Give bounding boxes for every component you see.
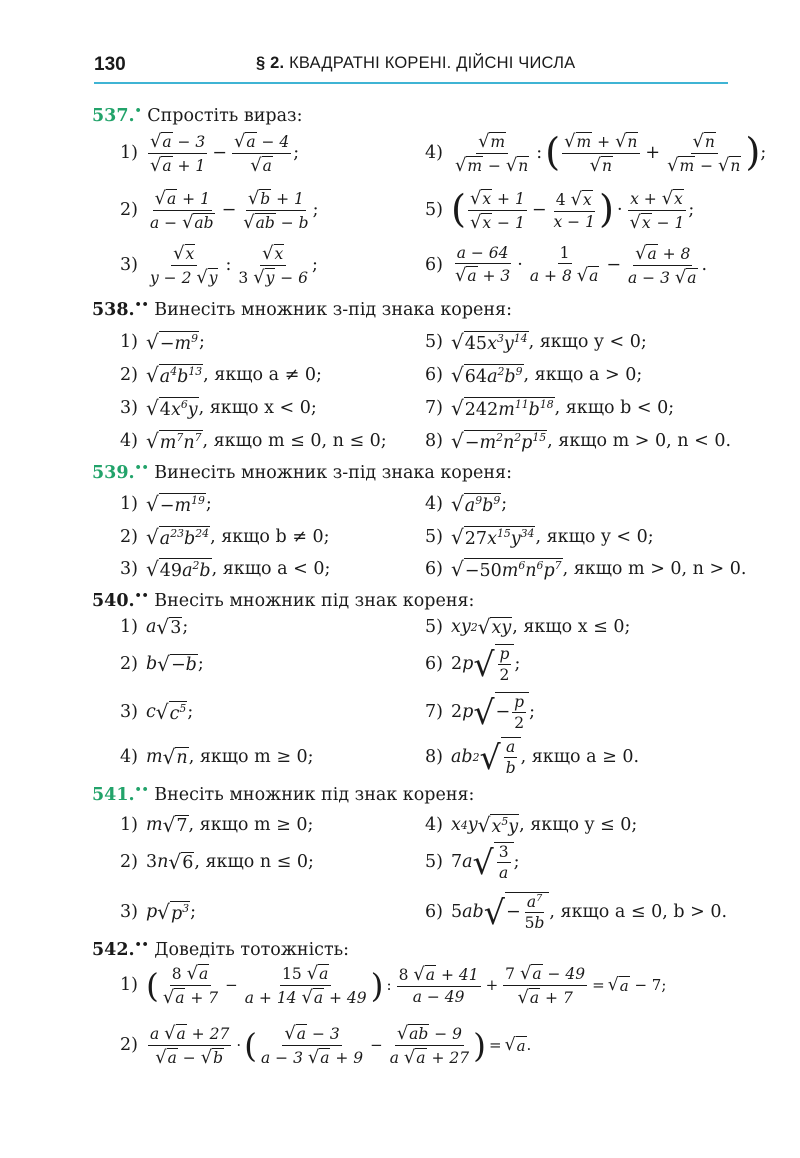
page-number: 130 [94, 54, 126, 75]
ex-540-5: 5) xy 2 √ xy , якщо x ≤ 0; [425, 615, 631, 639]
ex-540-1: 1) a √ 3 ; [120, 615, 189, 639]
ex-537-5: 5) ( $\frac{√x + 1}{√x - 1}$ − $\frac{4 √x}{x - 1}$ ) · $\frac{x + √x}{√x - 1}$ ; [425, 186, 695, 233]
problem-538-heading: 538.•• Винесіть множник з-під знака кореня: [92, 298, 512, 320]
problem-539-heading: 539.•• Винесіть множник з-під знака кореня: [92, 461, 512, 483]
ex-537-2: 2) $\frac{√a + 1}{a - √ab}$ − $\frac{√b + 1}{√ab - b}$ ; [120, 187, 319, 233]
section-title: § 2. КВАДРАТНІ КОРЕНІ. ДІЙСНІ ЧИСЛА [256, 54, 576, 72]
ex-538-3: 3) √ $4x^6y$ , якщо x < 0; [120, 396, 317, 420]
ex-538-5: 5) √ $45x^3y^{14}$ , якщо y < 0; [425, 330, 647, 354]
problem-537-heading: 537.• Спростіть вираз: [92, 104, 303, 126]
ex-537-1: 1) $\frac{√a - 3}{√a + 1}$ − $\frac{√a - 4}{√a}$ ; [120, 130, 300, 176]
ex-538-4: 4) √ $m^7n^7$ , якщо m ≤ 0, n ≤ 0; [120, 429, 387, 453]
ex-541-3: 3) p √ $p^3$ ; [120, 900, 197, 924]
problem-540-heading: 540.•• Внесіть множник під знак кореня: [92, 589, 475, 611]
ex-541-1: 1) m √ 7 , якщо m ≥ 0; [120, 813, 314, 837]
ex-538-7: 7) √ $242m^{11}b^{18}$ , якщо b < 0; [425, 396, 675, 420]
ex-540-8: 8) ab 2 √ $\frac{a}{b}$ , якщо a ≥ 0. [425, 737, 640, 777]
ex-541-4: 4) x 4 y √ $x^5y$ , якщо y ≤ 0; [425, 813, 638, 837]
ex-542-2: 2) $\frac{a √a + 27}{√a - √b}$ · ( $\frac{√a - 3}{a - 3 √a + 9}$ − $\frac{√ab - 9}{a √a + 27}$ ) = √ a . [120, 1022, 532, 1068]
ex-540-3: 3) c √ $c^5$ ; [120, 700, 194, 724]
ex-537-3: 3) $\frac{√x}{y - 2 √y}$ : $\frac{√x}{3 √y - 6}$ ; [120, 242, 318, 288]
ex-539-3: 3) √ $49a^2b$ , якщо a < 0; [120, 557, 331, 581]
ex-539-5: 5) √ $27x^{15}y^{34}$ , якщо y < 0; [425, 525, 654, 549]
problem-542-heading: 542.•• Доведіть тотожність: [92, 938, 350, 960]
ex-539-6: 6) √ $-50m^6n^6p^7$ , якщо m > 0, n > 0. [425, 557, 747, 581]
ex-540-6: 6) 2 p √ $\frac{p}{2}$ ; [425, 644, 521, 684]
ex-539-2: 2) √ $a^{23}b^{24}$ , якщо b ≠ 0; [120, 525, 330, 549]
ex-541-6: 6) 5 ab √ − $\frac{a^7}{5b}$ , якщо a ≤ 0, b > 0. [425, 892, 728, 933]
ex-541-2: 2) 3 n √ 6 , якщо n ≤ 0; [120, 850, 314, 874]
ex-538-2: 2) √ $a^4b^{13}$ , якщо a ≠ 0; [120, 363, 322, 387]
ex-540-4: 4) m √ n , якщо m ≥ 0; [120, 745, 314, 769]
ex-542-1: 1) ( $\frac{8 √a}{√a + 7}$ − $\frac{15 √a}{a + 14 √a + 49}$ ) : $\frac{8 √a + 41}{a - 49}$ + $\frac{7 √a - 49}{√a + 7}$ = √ a − 7; [120, 962, 667, 1008]
ex-538-1: 1) √ $-m^9$ ; [120, 330, 205, 354]
ex-537-4: 4) $\frac{√m}{√m - √n}$ : ( $\frac{√m + √n}{√n}$ + $\frac{√n}{√m - √n}$ ) ; [425, 129, 767, 176]
ex-538-6: 6) √ $64a^2b^9$ , якщо a > 0; [425, 363, 643, 387]
ex-540-2: 2) b √ −b ; [120, 652, 204, 676]
page-header [94, 52, 728, 84]
ex-537-6: 6) $\frac{a - 64}{√a + 3}$ · $\frac{1}{a + 8 √a}$ − $\frac{√a + 8}{a - 3 √a}$ . [425, 242, 708, 288]
ex-540-7: 7) 2 p √ − $\frac{p}{2}$ ; [425, 692, 536, 732]
ex-539-4: 4) √ $a^9b^9$ ; [425, 492, 508, 516]
ex-538-8: 8) √ $-m^2n^2p^{15}$ , якщо m > 0, n < 0. [425, 429, 732, 453]
problem-541-heading: 541.•• Внесіть множник під знак кореня: [92, 783, 475, 805]
ex-541-5: 5) 7 a √ $\frac{3}{a}$ ; [425, 842, 520, 882]
ex-539-1: 1) √ $-m^{19}$ ; [120, 492, 212, 516]
